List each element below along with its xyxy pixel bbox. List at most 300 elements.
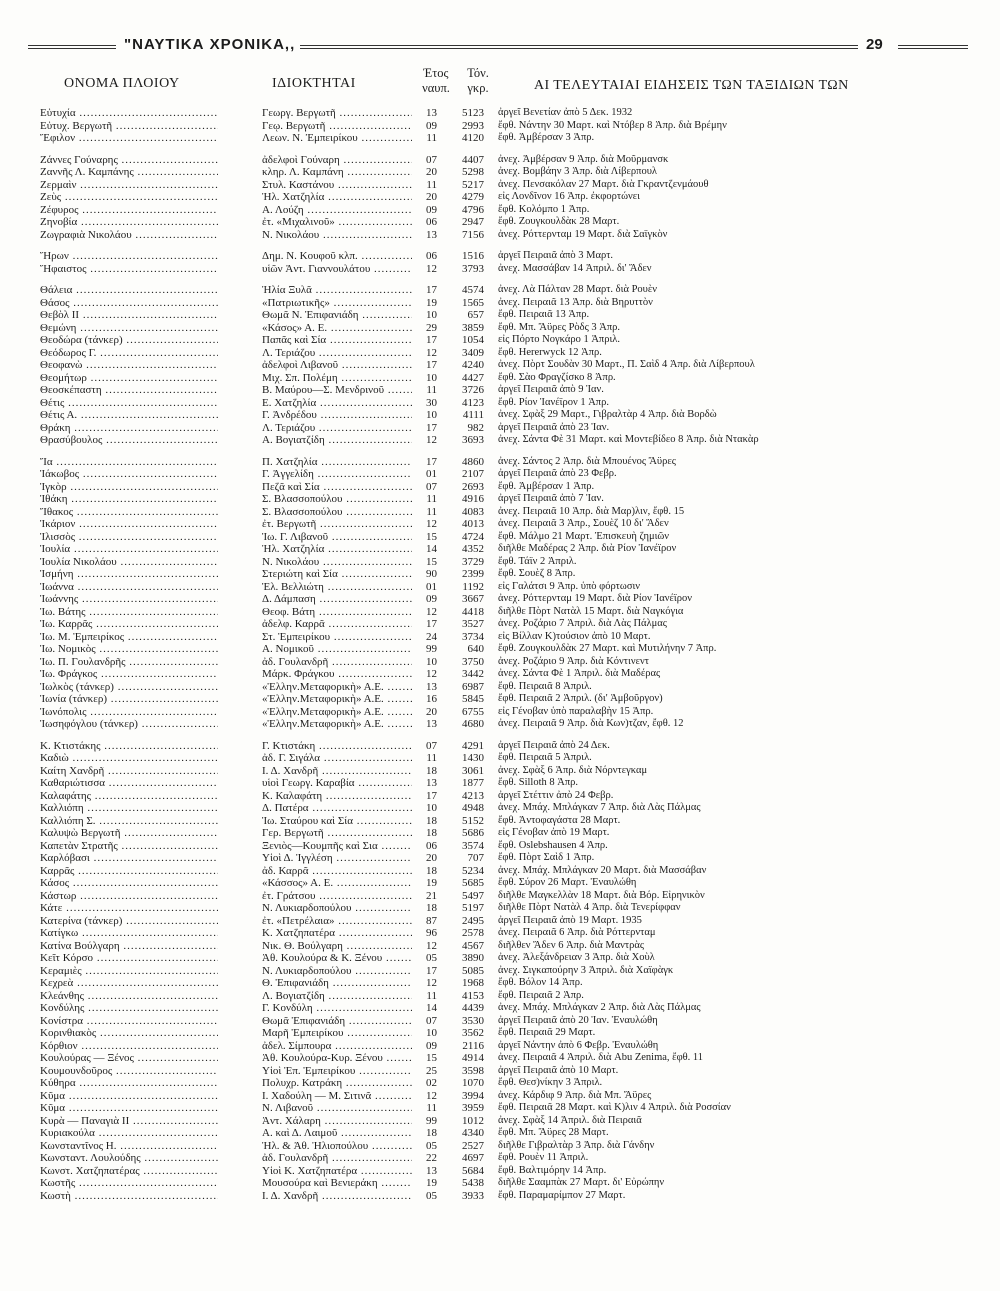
table-row <box>40 656 970 669</box>
ship-news: εἰς Λονδῖνον 16 Ἀπρ. ἐκφορτώνει <box>498 191 640 202</box>
ship-name: Κατίγκω ..... <box>40 927 218 940</box>
ship-news: ἀνεχ. Σάντα Φὲ 31 Μαρτ. καὶ Μοντεβίδεο 8 Ἀπρ. διὰ Ντακὰρ <box>498 434 759 445</box>
ship-name: Καπετὰν Στρατῆς ..... <box>40 840 218 853</box>
ship-owner: Λ. Τεριάζου ..... <box>262 347 412 360</box>
ship-owner: Σ. Βλασσοπούλου ..... <box>262 493 412 506</box>
ship-owner: Ν. Λιβανοῦ ..... <box>262 1102 412 1115</box>
ship-tonnage: 4724 <box>462 530 484 543</box>
table-row <box>40 556 970 569</box>
ship-tonnage: 2993 <box>462 119 484 132</box>
ship-tonnage: 4111 <box>462 409 484 421</box>
table-row <box>40 643 970 656</box>
ship-news: ἔφθ. Ἀμβέρσαν 1 Ἀπρ. <box>498 480 595 492</box>
ship-tonnage: 4083 <box>462 505 484 518</box>
ship-year: 10 <box>426 371 437 384</box>
ship-year: 18 <box>426 864 437 877</box>
ship-owner: Ν. Νικολάου ..... <box>262 556 412 569</box>
ship-name: Ἰγκὸρ ..... <box>40 481 218 494</box>
table-row <box>40 890 970 903</box>
table-row <box>40 409 970 422</box>
table-row <box>40 397 970 410</box>
ship-name: Θρασύβουλος ..... <box>40 434 218 447</box>
ship-year: 10 <box>426 655 437 668</box>
ship-news: ἀνεχ. Μπάχ. Μπλάγκαν 7 Ἀπρ. διὰ Λὰς Πάλμας <box>498 802 701 813</box>
ship-name: Ἰωσηφόγλου (τάνκερ) ..... <box>40 718 218 731</box>
ship-year: 05 <box>426 1189 437 1202</box>
ship-owner: υἱῶν Ἀντ. Γιαννουλάτου ..... <box>262 263 412 276</box>
ship-year: 20 <box>426 705 437 718</box>
ship-year: 15 <box>426 530 437 543</box>
table-row <box>40 990 970 1003</box>
ship-year: 12 <box>426 518 437 530</box>
ship-owner: Λ. Βογιατζίδη ..... <box>262 990 412 1003</box>
ship-year: 19 <box>426 1177 437 1189</box>
ship-news: ἔφθ. Silloth 8 Ἀπρ. <box>498 777 579 788</box>
ship-tonnage: 3793 <box>462 262 484 275</box>
table-row <box>40 434 970 447</box>
ship-news: ἀνεχ. Ρόττερνταμ 19 Μαρτ. διὰ Ρίον Ἰανέϊρον <box>498 593 692 604</box>
ship-tonnage: 4291 <box>462 739 484 752</box>
ship-owner: Λ. Τεριάζου ..... <box>262 422 412 435</box>
table-row <box>40 334 970 347</box>
ship-tonnage: 2116 <box>462 1039 484 1052</box>
ship-tonnage: 4340 <box>462 1127 484 1139</box>
ship-name: Κεχρεὰ ..... <box>40 977 218 990</box>
ship-news: ἀνεχ. Πειραιᾶ 4 Ἀπριλ. διὰ Abu Zenima, ἔφθ. 11 <box>498 1052 704 1063</box>
ship-news: ἔφθ. Τάϊν 2 Ἀπριλ. <box>498 555 577 567</box>
ship-tonnage: 707 <box>467 852 484 864</box>
ship-owner: ἀδ. Γουλανδρῆ ..... <box>262 1152 412 1165</box>
ship-owner: ἐτ. Γράτσου ..... <box>262 890 412 903</box>
ship-tonnage: 3693 <box>462 434 484 446</box>
ship-tonnage: 3527 <box>462 618 484 630</box>
ship-year: 12 <box>426 605 437 618</box>
ship-tonnage: 4123 <box>462 396 484 409</box>
ship-name: Εὐτυχ. Βεργωτῆ ..... <box>40 120 218 133</box>
ship-name: Ἰάκωβος ..... <box>40 468 218 481</box>
table-row <box>40 752 970 765</box>
table-row <box>40 790 970 803</box>
ship-tonnage: 4418 <box>462 605 484 618</box>
table-row <box>40 372 970 385</box>
table-row <box>40 1127 970 1140</box>
ship-year: 09 <box>426 593 437 605</box>
ship-year: 11 <box>426 1102 437 1114</box>
ship-year: 10 <box>426 802 437 814</box>
ship-year: 13 <box>426 680 437 693</box>
ship-name: Ζερμαὶν ..... <box>40 179 218 192</box>
ship-name: Θεοσκέπαστη ..... <box>40 384 218 397</box>
ship-owner: ἀδ. Γ. Σιγάλα ..... <box>262 752 412 765</box>
ship-year: 10 <box>426 1027 437 1039</box>
column-header-tons-line1: Τόν. <box>467 66 489 80</box>
ship-news: διῆλθε Μαγκελλὰν 18 Μαρτ. διὰ Βόρ. Εἰρηνικὸν <box>498 889 705 901</box>
table-row <box>40 1027 970 1040</box>
ship-name: Ἰωνία (τάνκερ) ..... <box>40 693 218 706</box>
ship-news: ἀνεχ. Σιγκαπούρην 3 Ἀπριλ. διὰ Χαϊφὰγκ <box>498 964 674 976</box>
ship-name: Ζαννῆς Λ. Καμπάνης ..... <box>40 166 218 179</box>
table-row <box>40 216 970 229</box>
ship-name: Θεόδωρος Γ. ..... <box>40 347 218 360</box>
header-rule-left <box>28 45 116 49</box>
table-row <box>40 668 970 681</box>
ship-tonnage: 4796 <box>462 203 484 216</box>
ship-news: ἀνεχ. Σάντος 2 Ἀπρ. διὰ Μπουένος Ἄϋρες <box>498 455 676 467</box>
ship-owner: ἐτ. «Πετρέλαια» ..... <box>262 915 412 928</box>
ship-name: Κύθηρα ..... <box>40 1077 218 1090</box>
ship-tonnage: 5686 <box>462 827 484 839</box>
ship-year: 13 <box>426 107 437 119</box>
ship-tonnage: 3598 <box>462 1064 484 1077</box>
ship-year: 09 <box>426 119 437 132</box>
ship-news: ἔφθ. Πειραιᾶ 8 Ἀπριλ. <box>498 680 592 692</box>
ship-year: 19 <box>426 296 437 309</box>
ship-tonnage: 1430 <box>462 752 484 764</box>
ship-news: ἔφθ. Βόλον 14 Ἀπρ. <box>498 977 583 988</box>
ship-news: ἔφθ. Σὰο Φραγζίσκο 8 Ἀπρ. <box>498 371 616 383</box>
table-row <box>40 297 970 310</box>
ship-owner: Ι. Χαδούλη — Μ. Σιτινᾶ ..... <box>262 1090 412 1103</box>
ship-year: 06 <box>426 839 437 852</box>
table-row <box>40 384 970 397</box>
ship-name: Ἰω. Νομικὸς ..... <box>40 643 218 656</box>
ship-year: 11 <box>426 384 437 396</box>
ship-year: 13 <box>426 718 437 730</box>
ship-year: 17 <box>426 789 437 802</box>
ship-news: ἔφθ. Πειραιᾶ 13 Ἀπρ. <box>498 309 590 320</box>
table-row <box>40 777 970 790</box>
ship-name: Θεοδώρα (τάνκερ) ..... <box>40 334 218 347</box>
table-row <box>40 927 970 940</box>
ship-year: 12 <box>426 262 437 275</box>
ship-year: 13 <box>426 777 437 789</box>
ship-year: 11 <box>426 752 437 764</box>
ship-tonnage: 4213 <box>462 789 484 802</box>
table-row <box>40 250 970 263</box>
table-row <box>40 965 970 978</box>
ship-tonnage: 5497 <box>462 889 484 902</box>
ship-name: Καρλόβασι ..... <box>40 852 218 865</box>
table-row <box>40 718 970 731</box>
ship-year: 12 <box>426 939 437 952</box>
ship-news: ἀνεχ. Ἀμβέρσαν 9 Ἀπρ. διὰ Μοῦρμανσκ <box>498 153 669 165</box>
ship-tonnage: 4279 <box>462 191 484 203</box>
ship-year: 21 <box>426 889 437 902</box>
ship-tonnage: 4352 <box>462 543 484 555</box>
ship-owner: Θωμᾶ Ν. Ἐπιφανιάδη ..... <box>262 309 412 322</box>
ship-tonnage: 3959 <box>462 1102 484 1114</box>
ship-owner: Υἱοὶ Δ. Ἰγγλέση ..... <box>262 852 412 865</box>
ship-owner: Μάρκ. Φράγκου ..... <box>262 668 412 681</box>
ship-tonnage: 4680 <box>462 718 484 730</box>
ship-name: Ζέφυρος ..... <box>40 204 218 217</box>
ship-owner: «Ἑλλην.Μεταφορικὴ» Α.Ε. ..... <box>262 681 412 694</box>
ship-news: εἰς Γένοβαν ὑπὸ παραλαβὴν 15 Ἀπρ. <box>498 705 654 717</box>
ship-year: 12 <box>426 434 437 446</box>
ship-owner: Λεων. Ν. Ἐμπειρίκου ..... <box>262 132 412 145</box>
ship-owner: Στεριώτη καὶ Σία ..... <box>262 568 412 581</box>
ship-owner: Α. Λούζη ..... <box>262 204 412 217</box>
ship-owner: Κ. Χατζηπατέρα ..... <box>262 927 412 940</box>
ship-name: Θάλεια ..... <box>40 284 218 297</box>
ship-year: 11 <box>426 493 437 505</box>
table-row <box>40 154 970 167</box>
ship-news: ἀργεῖ Πειραιᾶ ἀπὸ 23 Ἰαν. <box>498 421 610 433</box>
ship-name: Κωνστ. Χατζηπατέρας ..... <box>40 1165 218 1178</box>
table-row <box>40 359 970 372</box>
ship-news: ἔφθ. Hererwyck 12 Ἀπρ. <box>498 346 602 358</box>
ship-owner: Πολυχρ. Κατράκη ..... <box>262 1077 412 1090</box>
ship-name: Ἥφαιστος ..... <box>40 263 218 276</box>
table-row <box>40 493 970 506</box>
ship-owner: Ἀθ. Κουλούρα-Κυρ. Ξένου ..... <box>262 1052 412 1065</box>
ship-owner: ἀδελφ. Καρρᾶ ..... <box>262 618 412 631</box>
ship-tonnage: 2399 <box>462 568 484 580</box>
ship-tonnage: 1012 <box>462 1114 484 1127</box>
ship-tonnage: 3750 <box>462 655 484 668</box>
ship-news: ἀργεῖ Πειραιᾶ ἀπὸ 10 Μαρτ. <box>498 1064 619 1076</box>
ship-year: 17 <box>426 284 437 296</box>
ship-name: Καλλιόπη ..... <box>40 802 218 815</box>
ship-owner: Θεοφ. Βάτη ..... <box>262 606 412 619</box>
column-header-tons-line2: γκρ. <box>467 81 489 95</box>
table-row <box>40 543 970 556</box>
ship-news: ἀργεῖ Πειραιᾶ ἀπὸ 3 Μαρτ. <box>498 250 614 261</box>
table-row <box>40 284 970 297</box>
table-row <box>40 1040 970 1053</box>
ship-name: Θέτις Α. ..... <box>40 409 218 422</box>
ship-owner: Γ. Κτιστάκη ..... <box>262 740 412 753</box>
ship-year: 18 <box>426 764 437 777</box>
table-row <box>40 229 970 242</box>
table-row <box>40 481 970 494</box>
ship-tonnage: 2693 <box>462 480 484 493</box>
ship-name: Καίτη Χανδρῆ ..... <box>40 765 218 778</box>
ship-year: 17 <box>426 359 437 371</box>
ship-news: ἔφθ. Ρουὲν 11 Ἀπριλ. <box>498 1152 589 1163</box>
ship-year: 12 <box>426 668 437 680</box>
ship-year: 14 <box>426 543 437 555</box>
table-row <box>40 422 970 435</box>
ship-news: ἀνεχ. Κάρδιφ 9 Ἀπρ. διὰ Μπ. Ἄϋρες <box>498 1089 652 1101</box>
ship-name: Κωστὴ ..... <box>40 1190 218 1203</box>
ship-owner: Π. Χατζηλία ..... <box>262 456 412 469</box>
ship-tonnage: 5438 <box>462 1177 484 1189</box>
ship-year: 11 <box>426 132 437 144</box>
ship-news: διῆλθε Σααμπὰκ 27 Μαρτ. δι' Εὐρώπην <box>498 1177 665 1188</box>
ship-owner: Πεζᾶ καὶ Σία ..... <box>262 481 412 494</box>
ship-tonnage: 3933 <box>462 1189 484 1202</box>
ship-name: Ἰω. Φράγκος ..... <box>40 668 218 681</box>
ship-owner: Μιχ. Σπ. Πολέμη ..... <box>262 372 412 385</box>
ship-year: 10 <box>426 309 437 321</box>
ship-name: Ζηνοβία ..... <box>40 216 218 229</box>
ship-year: 30 <box>426 396 437 409</box>
ship-owner: Γεῳ. Βεργωτῆ ..... <box>262 120 412 133</box>
ship-tonnage: 1192 <box>462 580 484 593</box>
table-row <box>40 840 970 853</box>
table-row <box>40 815 970 828</box>
ship-tonnage: 5152 <box>462 814 484 827</box>
ship-news: ἔφθ. Ἀντοφαγάστα 28 Μαρτ. <box>498 814 621 826</box>
ship-tonnage: 7156 <box>462 228 484 241</box>
table-row <box>40 852 970 865</box>
table-row <box>40 877 970 890</box>
ship-tonnage: 3726 <box>462 384 484 396</box>
ship-list <box>40 107 970 1202</box>
ship-name: Ἰουλία Νικολάου ..... <box>40 556 218 569</box>
ship-news: ἔφθ. Μάλμο 21 Μαρτ. Ἐπισκευὴ ζημιῶν <box>498 530 670 542</box>
ship-owner: Ν. Λυκιαρδοπούλου ..... <box>262 902 412 915</box>
ship-news: ἀνεχ. Σφὰξ 14 Ἀπριλ. διὰ Πειραιᾶ <box>498 1114 642 1126</box>
ship-year: 99 <box>426 643 437 655</box>
ship-tonnage: 3574 <box>462 839 484 852</box>
ship-name: Ἰω. Βάτης ..... <box>40 606 218 619</box>
ship-name: Κωνσταντῖνος Η. ..... <box>40 1140 218 1153</box>
ship-owner: Β. Μαύρου—Σ. Μενδρινοῦ ..... <box>262 384 412 397</box>
ship-news: ἔφθ. Σουὲζ 8 Ἀπρ. <box>498 568 576 579</box>
ship-owner: Μουσούρα καὶ Βενιεράκη ..... <box>262 1177 412 1190</box>
ship-tonnage: 1070 <box>462 1077 484 1089</box>
ship-news: ἀργεῖ Νάντην ἀπὸ 6 Φεβρ. Ἐναυλώθη <box>498 1039 659 1051</box>
ship-tonnage: 5685 <box>462 877 484 889</box>
page-header <box>28 34 968 58</box>
ship-tonnage: 1968 <box>462 977 484 989</box>
ship-tonnage: 2947 <box>462 216 484 228</box>
table-row <box>40 531 970 544</box>
ship-name: Ἴα ..... <box>40 456 218 469</box>
ship-news: ἔφθ. Κολόμπο 1 Ἀπρ. <box>498 203 590 215</box>
table-row <box>40 347 970 360</box>
ship-year: 07 <box>426 153 437 166</box>
table-row <box>40 204 970 217</box>
ship-name: Κόρθιον ..... <box>40 1040 218 1053</box>
ship-name: Θεβὸλ ΙΙ ..... <box>40 309 218 322</box>
table-row <box>40 827 970 840</box>
ship-name: Θεοφανὼ ..... <box>40 359 218 372</box>
ship-name: Ἰωνόπολις ..... <box>40 706 218 719</box>
ship-news: ἀνεχ. Μασσάβαν 14 Ἀπριλ. δι' Ἄδεν <box>498 262 652 274</box>
table-row <box>40 706 970 719</box>
ship-year: 20 <box>426 852 437 864</box>
ship-year: 09 <box>426 203 437 216</box>
ship-news: ἀργεῖ Πειραιᾶ ἀπὸ 23 Φεβρ. <box>498 468 617 479</box>
table-row <box>40 1152 970 1165</box>
ship-year: 07 <box>426 480 437 493</box>
ship-tonnage: 5845 <box>462 693 484 705</box>
ship-news: ἀργεῖ Πειραιᾶ ἀπὸ 20 Ἰαν. Ἐναυλώθη <box>498 1014 658 1026</box>
ship-news: ἀνεχ. Πὸρτ Σουδὰν 30 Μαρτ., Π. Σαὶδ 4 Ἀπρ. διὰ Λίβερπουλ <box>498 359 755 370</box>
ship-tonnage: 2578 <box>462 927 484 939</box>
ship-name: Θεομήτωρ ..... <box>40 372 218 385</box>
ship-owner: «Ἑλλην.Μεταφορικὴ» Α.Ε. ..... <box>262 706 412 719</box>
table-row <box>40 132 970 145</box>
ship-tonnage: 1565 <box>462 296 484 309</box>
ship-news: εἰς Γένοβαν ἀπὸ 19 Μαρτ. <box>498 827 610 838</box>
ship-name: Ἰωλκὸς (τάνκερ) ..... <box>40 681 218 694</box>
ship-name: Ἴθακος ..... <box>40 506 218 519</box>
ship-news: ἔφθ. Μπ. Ἄϋρες Ρὸδς 3 Ἀπρ. <box>498 321 621 333</box>
ship-year: 99 <box>426 1114 437 1127</box>
table-row <box>40 1077 970 1090</box>
ship-owner: Ι. Δ. Χανδρῆ ..... <box>262 765 412 778</box>
ship-year: 10 <box>426 409 437 421</box>
ship-owner: Ἠλ. Χατζηλία ..... <box>262 543 412 556</box>
ship-tonnage: 3994 <box>462 1089 484 1102</box>
ship-year: 05 <box>426 952 437 964</box>
ship-tonnage: 4914 <box>462 1052 484 1064</box>
ship-news: εἰς Βίλλαν Κ)τούσιον ἀπὸ 10 Μαρτ. <box>498 630 651 642</box>
ship-name: Ἰουλία ..... <box>40 543 218 556</box>
ship-year: 29 <box>426 321 437 334</box>
ship-owner: Α. Νομικοῦ ..... <box>262 643 412 656</box>
ship-name: Ἥρων ..... <box>40 250 218 263</box>
ship-tonnage: 4013 <box>462 518 484 530</box>
table-row <box>40 593 970 606</box>
table-row <box>40 915 970 928</box>
ship-news: ἔφθ. Πειραιᾶ 5 Ἀπριλ. <box>498 752 592 763</box>
ship-news: ἔφθ. Σύρον 26 Μαρτ. Ἐναυλώθη <box>498 877 637 888</box>
ship-news: ἔφθ. Ζουγκουλδὰκ 27 Μαρτ. καὶ Μυτιλήνην 7 Ἀπρ. <box>498 643 717 654</box>
ship-tonnage: 4574 <box>462 284 484 296</box>
ship-year: 18 <box>426 1127 437 1139</box>
ship-year: 11 <box>426 505 437 518</box>
ship-name: Θέτις ..... <box>40 397 218 410</box>
ship-tonnage: 5197 <box>462 902 484 914</box>
ship-owner: Ἀθ. Κουλούρα & Κ. Ξένου ..... <box>262 952 412 965</box>
ship-owner: Ι. Δ. Χανδρῆ ..... <box>262 1190 412 1203</box>
ship-tonnage: 4439 <box>462 1002 484 1014</box>
page-number: 29 <box>866 36 883 53</box>
ship-year: 17 <box>426 421 437 434</box>
ship-name: Καδιὼ ..... <box>40 752 218 765</box>
ship-owner: Ν. Λυκιαρδοπούλου ..... <box>262 965 412 978</box>
table-row <box>40 1115 970 1128</box>
ship-news: ἀνεχ. Ροζάριο 7 Ἀπριλ. διὰ Λὰς Πάλμας <box>498 618 667 629</box>
ship-name: Κονδύλης ..... <box>40 1002 218 1015</box>
ship-year: 12 <box>426 977 437 989</box>
ship-name: Κονίστρα ..... <box>40 1015 218 1028</box>
ship-year: 20 <box>426 166 437 178</box>
ship-tonnage: 3409 <box>462 346 484 359</box>
ship-news: ἀργεῖ Βενετίαν ἀπὸ 5 Δεκ. 1932 <box>498 107 633 118</box>
ship-name: Κῦμα ..... <box>40 1090 218 1103</box>
ship-news: ἔφθ. Πὸρτ Σαὶδ 1 Ἀπρ. <box>498 852 595 863</box>
column-header-year-line1: Έτος <box>423 66 449 80</box>
ship-tonnage: 982 <box>467 421 484 434</box>
ship-year: 06 <box>426 216 437 228</box>
ship-news: ἀνεχ. Ροζάριο 9 Ἀπρ. διὰ Κόντινεντ <box>498 655 649 667</box>
table-row <box>40 865 970 878</box>
ship-owner: Ἰω. Σταύρου καὶ Σία ..... <box>262 815 412 828</box>
ship-tonnage: 5684 <box>462 1164 484 1177</box>
table-row <box>40 263 970 276</box>
ship-name: Καρρᾶς ..... <box>40 865 218 878</box>
ship-tonnage: 4948 <box>462 802 484 814</box>
ship-name: Κατίνα Βούλγαρη ..... <box>40 940 218 953</box>
ship-name: Κλεάνθης ..... <box>40 990 218 1003</box>
ship-news: ἔφθ. Ρίον Ἰανέϊρον 1 Ἀπρ. <box>498 396 609 408</box>
ship-tonnage: 4120 <box>462 132 484 144</box>
ship-year: 15 <box>426 1052 437 1064</box>
ship-year: 12 <box>426 1089 437 1102</box>
ship-year: 17 <box>426 334 437 346</box>
ship-name: Ζωγραφιὰ Νικολάου ..... <box>40 229 218 242</box>
ship-owner: Δημ. Ν. Κουφοῦ κλπ. ..... <box>262 250 412 263</box>
ship-tonnage: 3442 <box>462 668 484 680</box>
ship-name: Ἰλισσὸς ..... <box>40 531 218 544</box>
ship-year: 13 <box>426 1164 437 1177</box>
